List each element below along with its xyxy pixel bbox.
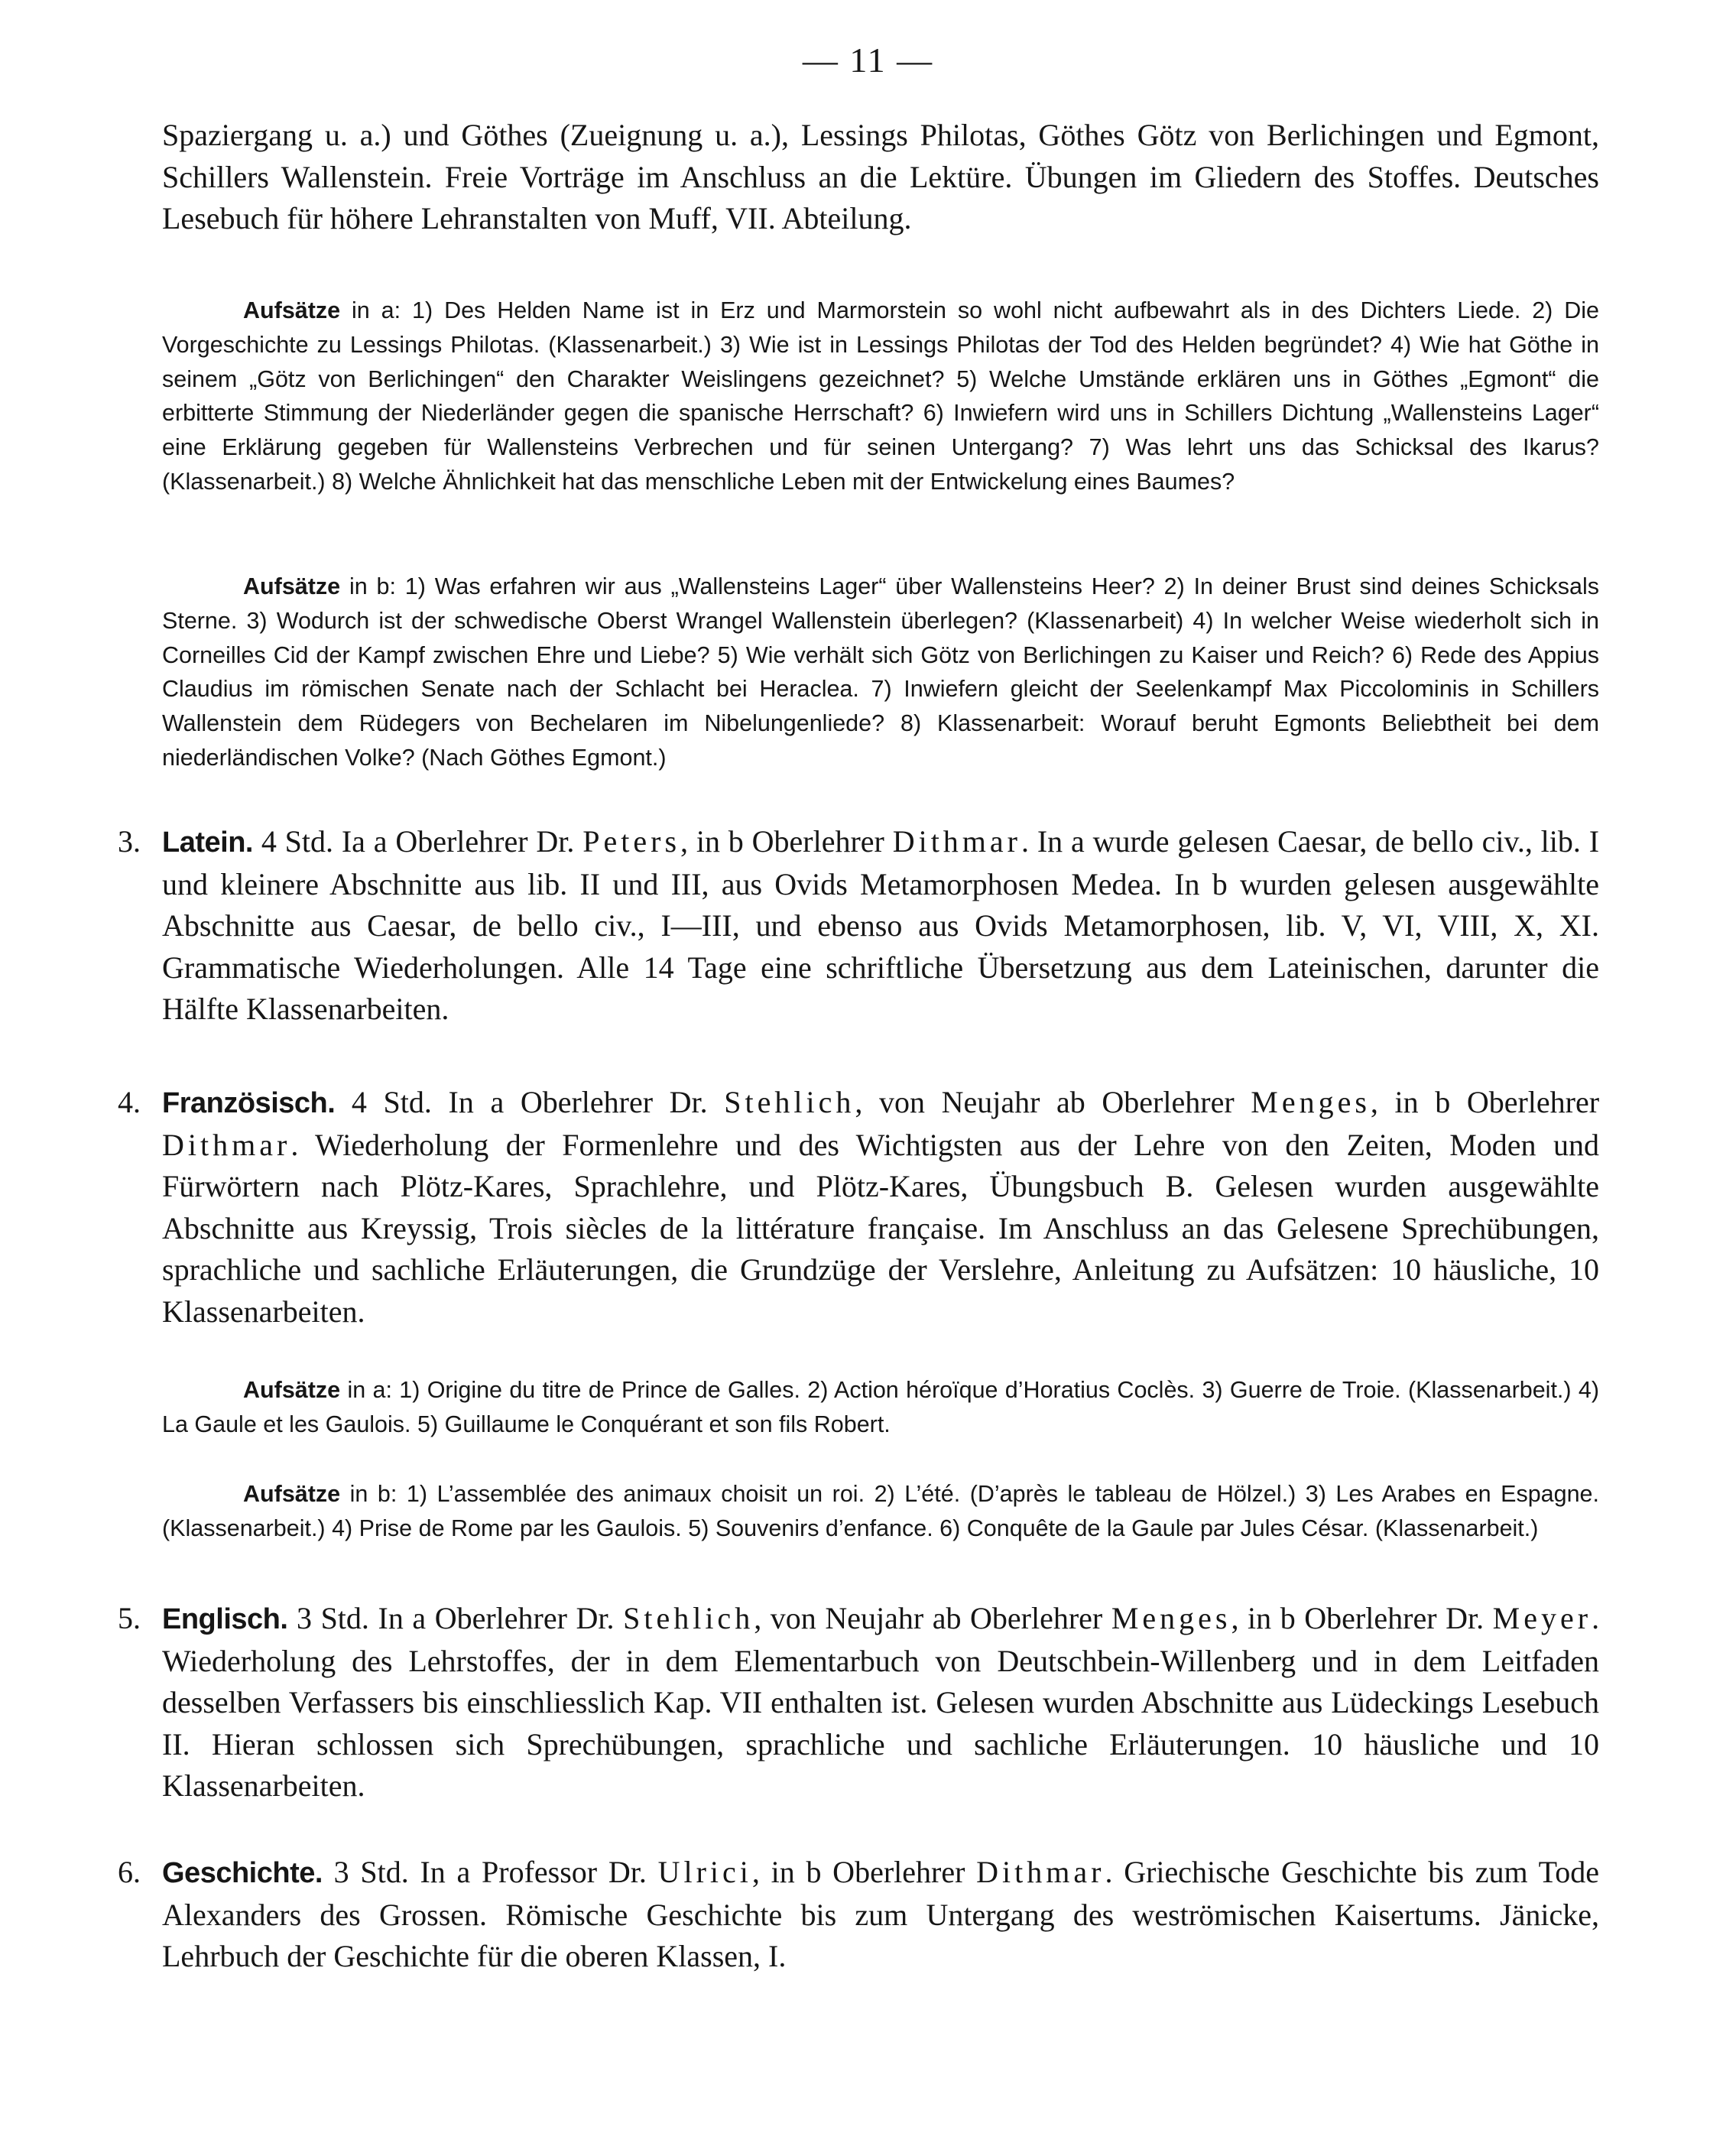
section-number: 6. — [118, 1855, 141, 1889]
teacher-name: Peters — [582, 824, 681, 859]
teacher-name: Dithmar — [892, 824, 1021, 859]
section-text: Ia a Oberlehrer Dr. — [341, 824, 575, 859]
section-number: 5. — [118, 1601, 141, 1635]
aufsaetze-heading: Aufsätze — [243, 573, 341, 599]
page-number: — 11 — — [802, 41, 934, 80]
section-hours: 4 Std. — [351, 1085, 432, 1119]
teacher-name: Menges — [1111, 1601, 1231, 1635]
section-geschichte — [118, 1852, 1600, 1978]
section-latein — [118, 821, 1600, 1031]
section-text: , in b Oberlehrer — [751, 1855, 965, 1889]
teacher-name: Ulrici — [657, 1855, 752, 1889]
teacher-name: Meyer — [1492, 1601, 1592, 1635]
aufsaetze-label: in a: — [347, 1377, 392, 1403]
aufsaetze-heading: Aufsätze — [243, 1377, 341, 1403]
deutsch-continuation — [162, 115, 1599, 240]
aufsaetze-label: in b: — [349, 573, 396, 599]
section-text: In a Oberlehrer Dr. — [378, 1601, 615, 1635]
section-text: In a Oberlehrer Dr. — [448, 1085, 708, 1119]
section-text: , in b Oberlehrer — [1370, 1085, 1600, 1119]
franz-aufsaetze-b — [162, 1477, 1599, 1546]
aufsaetze-text: 1) Origine du titre de Prince de Galles. 2) Action héroïque d’Horatius Coclès. 3) Guerre de Troie. (Klassenarbeit.) 4) La Gaule et les Gaulois. 5) Guillaume le Conquérant et son fils Robert. — [162, 1377, 1599, 1437]
deutsch-aufsaetze-b — [162, 570, 1599, 775]
section-hours: 3 Std. — [297, 1601, 369, 1635]
section-text: , in b Oberlehrer Dr. — [1231, 1601, 1485, 1635]
aufsaetze-text: 1) L’assemblée des animaux choisit un roi. 2) L’été. (D’après le tableau de Hölzel.) 3) Les Arabes en Espagne. (Klassenarbeit.) 4) Prise de Rome par les Gaulois. 5) Souvenirs d’enfance. 6) Conquête de la Gaule par Jules César. (Klassenarbeit.) — [162, 1481, 1599, 1541]
section-text: . In a wurde gelesen Caesar, de bello civ., lib. I und kleinere Abschnitte aus lib. II und III, aus Ovids Metamorphosen Medea. In b wurden gelesen ausgewählte Abschnitte aus Caesar, de bello civ., I—III, und ebenso aus Ovids Metamorphosen, lib. V, VI, VIII, X, XI. Grammatische Wiederholungen. Alle 14 Tage eine schriftliche Übersetzung aus dem Lateinischen, darunter die Hälfte Klassenarbeiten. — [162, 824, 1600, 1026]
aufsaetze-text: 1) Was erfahren wir aus „Wallensteins Lager“ über Wallensteins Heer? 2) In deiner Brust sind deines Schicksals Sterne. 3) Wodurch ist der schwedische Oberst Wrangel Wallenstein überlegen? (Klassenarbeit) 4) In welcher Weise wiederholt sich in Corneilles Cid der Kampf zwischen Ehre und Liebe? 5) Wie verhält sich Götz von Berlichingen zu Kaiser und Reich? 6) Rede des Appius Claudius im römischen Senate nach der Schlacht bei Heraclea. 7) Inwiefern gleicht der Seelenkampf Max Piccolominis in Schillers Wallenstein dem Rüdegers von Bechelaren im Nibelungenliede? 8) Klassenarbeit: Worauf beruht Egmonts Beliebtheit bei dem niederländischen Volke? (Nach Göthes Egmont.) — [162, 573, 1599, 771]
section-englisch — [118, 1598, 1600, 1807]
aufsaetze-heading: Aufsätze — [243, 297, 341, 323]
section-title: Französisch. — [162, 1087, 336, 1119]
deutsch-aufsaetze-a — [162, 294, 1599, 499]
section-hours: 4 Std. — [261, 824, 334, 859]
section-text: . Wiederholung des Lehrstoffes, der in dem Elementarbuch von Deutschbein-Willenberg und in dem Leitfaden desselben Verfassers bis einschliesslich Kap. VII enthalten ist. Gelesen wurden Abschnitte aus Lüdeckings Lesebuch II. Hieran schlossen sich Sprechübungen, sprachliche und sachliche Erläuterungen. 10 häusliche und 10 Klassenarbeiten. — [162, 1601, 1600, 1803]
section-text: . Griechische Geschichte bis zum Tode Alexanders des Grossen. Römische Geschichte bis zum Untergang des weströmischen Kaisertums. Jänicke, Lehrbuch der Geschichte für die oberen Klassen, I. — [162, 1855, 1600, 1973]
aufsaetze-label: in a: — [352, 297, 401, 323]
teacher-name: Stehlich — [623, 1601, 754, 1635]
section-title: Englisch. — [162, 1603, 288, 1635]
section-text: , von Neujahr ab Oberlehrer — [855, 1085, 1235, 1119]
section-text: , von Neujahr ab Oberlehrer — [754, 1601, 1103, 1635]
teacher-name: Dithmar — [162, 1127, 291, 1162]
franz-aufsaetze-a — [162, 1373, 1599, 1442]
teacher-name: Dithmar — [976, 1855, 1105, 1889]
section-number: 4. — [118, 1085, 141, 1119]
aufsaetze-text: 1) Des Helden Name ist in Erz und Marmorstein so wohl nicht aufbewahrt als in des Dichters Liede. 2) Die Vorgeschichte zu Lessings Philotas. (Klassenarbeit.) 3) Wie ist in Lessings Philotas der Tod des Helden begründet? 4) Wie hat Göthe in seinem „Götz von Berlichingen“ den Charakter Weislingens gezeichnet? 5) Welche Umstände erklären uns in Göthes „Egmont“ die erbitterte Stimmung der Niederländer gegen die spanische Herrschaft? 6) Inwiefern wird uns in Schillers Dichtung „Wallensteins Lager“ eine Erklärung gegeben für Wallensteins Verbrechen und für seinen Untergang? 7) Was lehrt uns das Schicksal des Ikarus? (Klassenarbeit.) 8) Welche Ähnlichkeit hat das menschliche Leben mit der Entwickelung eines Baumes? — [162, 297, 1600, 495]
section-text: , in b Oberlehrer — [680, 824, 884, 859]
section-text: In a Professor Dr. — [420, 1855, 647, 1889]
aufsaetze-label: in b: — [349, 1481, 397, 1507]
section-text: . Wiederholung der Formenlehre und des Wichtigsten aus der Lehre von den Zeiten, Moden und Fürwörtern nach Plötz-Kares, Sprachlehre, und Plötz-Kares, Übungsbuch B. Gelesen wurden ausgewählte Abschnitte aus Kreyssig, Trois siècles de la littérature française. Im Anschluss an das Gelesene Sprechübungen, sprachliche und sachliche Erläuterungen, die Grundzüge der Verslehre, Anleitung zu Aufsätzen: 10 häusliche, 10 Klassenarbeiten. — [162, 1127, 1599, 1329]
section-title: Latein. — [162, 826, 253, 859]
continuation-text: Spaziergang u. a.) und Göthes (Zueignung u. a.), Lessings Philotas, Göthes Götz von Berlichingen und Egmont, Schillers Wallenstein. Freie Vorträge im Anschluss an die Lektüre. Übungen im Gliedern des Stoffes. Deutsches Lesebuch für höhere Lehranstalten von Muff, VII. Abteilung. — [162, 118, 1599, 235]
section-franzoesisch — [118, 1082, 1600, 1333]
section-number: 3. — [118, 824, 141, 859]
aufsaetze-heading: Aufsätze — [243, 1481, 341, 1507]
section-title: Geschichte. — [162, 1857, 323, 1889]
section-hours: 3 Std. — [333, 1855, 409, 1889]
teacher-name: Menges — [1251, 1085, 1371, 1119]
teacher-name: Stehlich — [724, 1085, 855, 1119]
